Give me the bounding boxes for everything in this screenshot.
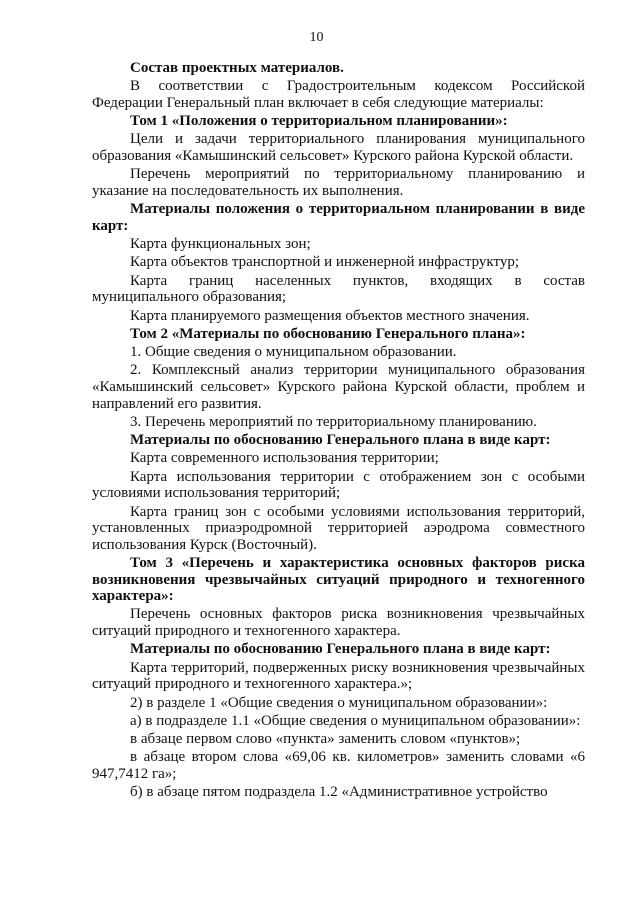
paragraph: в абзаце первом слово «пункта» заменить словом «пунктов»;	[130, 731, 521, 748]
page-number: 10	[309, 30, 324, 45]
paragraph: Перечень основных факторов риска возникновения чрезвычайных ситуаций природного и техногенного характера.	[92, 606, 585, 640]
list-item: 2. Комплексный анализ территории муниципального образования «Камышинский сельсовет» Курского района Курской области, проблем и направлений его развития.	[92, 362, 585, 412]
paragraph: в абзаце втором слова «69,06 кв. километров» заменить словами «6 947,7412 га»;	[92, 749, 585, 782]
paragraph-heading: Материалы по обоснованию Генерального плана в виде карт:	[130, 432, 551, 449]
list-item: Карта планируемого размещения объектов местного значения.	[130, 307, 530, 324]
list-item: 1. Общие сведения о муниципальном образовании.	[130, 344, 457, 361]
list-item: 3. Перечень мероприятий по территориальному планированию.	[130, 413, 537, 430]
paragraph-heading: Состав проектных материалов.	[130, 60, 344, 76]
list-item: Карта функциональных зон;	[130, 236, 311, 253]
list-item: Карта границ населенных пунктов, входящих в состав муниципального образования;	[92, 272, 585, 306]
list-item: Карта объектов транспортной и инженерной инфраструктур;	[130, 254, 520, 271]
paragraph: Цели и задачи территориального планирования муниципального образования «Камышинский сельсовет» Курского района Курской области.	[92, 131, 585, 165]
document-body	[92, 60, 585, 803]
paragraph: 2) в разделе 1 «Общие сведения о муниципальном образовании»:	[130, 694, 548, 711]
paragraph-heading: Материалы положения о территориальном планировании в виде карт:	[92, 201, 585, 234]
paragraph-heading: Том 3 «Перечень и характеристика основных факторов риска возникновения чрезвычайных ситуаций природного и техногенного характера»:	[92, 555, 585, 605]
paragraph-heading: Материалы по обоснованию Генерального плана в виде карт:	[130, 641, 551, 658]
list-item: Карта современного использования территории;	[130, 450, 439, 467]
list-item: Карта использования территории с отображением зон с особыми условиями использования территорий;	[92, 468, 585, 502]
paragraph: а) в подразделе 1.1 «Общие сведения о муниципальном образовании»:	[130, 712, 581, 729]
list-item: Карта границ зон с особыми условиями использования территорий, установленных приаэродромной территорией аэродрома совместного использования Курск (Восточный).	[92, 503, 585, 553]
paragraph-heading: Том 2 «Материалы по обоснованию Генерального плана»:	[130, 325, 526, 342]
paragraph: В соответствии с Градостроительным кодексом Российской Федерации Генеральный план включает в себя следующие материалы:	[92, 78, 585, 111]
list-item: Карта территорий, подверженных риску возникновения чрезвычайных ситуаций природного и техногенного характера.»;	[92, 659, 585, 693]
paragraph: Перечень мероприятий по территориальному планированию и указание на последовательность их выполнения.	[92, 166, 585, 199]
paragraph-heading: Том 1 «Положения о территориальном планировании»:	[130, 113, 508, 130]
paragraph: б) в абзаце пятом подраздела 1.2 «Административное устройство	[130, 784, 548, 801]
